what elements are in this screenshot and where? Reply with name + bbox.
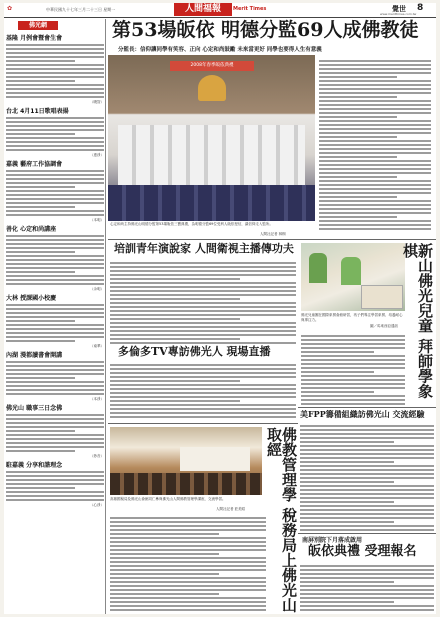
brief-item [6, 161, 104, 223]
article2-headline: 培訓青年演說家 人間衛視主播傳功夫 [114, 242, 294, 255]
brief-item [6, 295, 104, 349]
article3-photo [301, 243, 405, 311]
column-tag: 佛光網 [18, 21, 58, 30]
section-name: 覺世 [392, 4, 406, 13]
flower-icon: ✿ [7, 5, 13, 12]
brief-item [6, 352, 104, 402]
chess-board [361, 285, 403, 309]
brief-byline: （本淨） [90, 397, 104, 401]
brief-item [6, 226, 104, 292]
brief-byline: （妙音） [90, 454, 104, 458]
article3-caption: 佛光兒童團在國際象棋會館研習，孩子們專注學習象棋、培養耐心與專注力。 [301, 313, 403, 322]
brief-byline: （本明） [90, 218, 104, 222]
brief-title: 大林 授課國小校慶 [6, 295, 57, 302]
article3-vertical-headline: 新山佛光兒童 拜師學象棋 [401, 243, 434, 399]
brief-byline: （惠淨） [90, 153, 104, 157]
main-photo-credit: 人間社記者 林桐 [260, 232, 286, 236]
article6-vertical-headline: 佛教管理學 稅務局上佛光山取經 [265, 427, 298, 613]
article3-body [301, 333, 405, 405]
brief-item [6, 405, 104, 459]
brief-byline: （南華） [90, 344, 104, 348]
brief-title: 佛光山 職事三日念佛 [6, 405, 63, 412]
main-photo-caption: 心定和尚主持佛光山明德分監第53場皈依三寶典禮，為明德分監69位受刑人皈依授信，讓信仰走入監所。 [110, 222, 273, 226]
photo-people [118, 125, 305, 185]
article7-body [300, 563, 434, 613]
brief-item [6, 35, 104, 105]
article7-headline: 皈依典禮 受理報名 [308, 544, 417, 559]
photo-banner: 2008年春季皈依典禮 [170, 61, 254, 71]
brief-title: 內湖 漫都讀書會開講 [6, 352, 63, 359]
page-number: 8 [417, 3, 424, 13]
brief-byline: （心淨） [90, 503, 104, 507]
brief-body [6, 414, 104, 452]
brief-byline: （曉智） [90, 100, 104, 104]
newspaper-page [4, 3, 436, 614]
masthead [4, 3, 436, 16]
main-article-body [319, 58, 431, 233]
brief-byline: （余明） [90, 287, 104, 291]
brief-body [6, 361, 104, 395]
brief-body [6, 304, 104, 342]
brief-title: 嘉義 藝府工作協調會 [6, 161, 63, 168]
child-figure [341, 257, 361, 285]
article4-body [110, 362, 296, 420]
article6-credit: 人間社記者 莊美昭 [216, 507, 246, 511]
brief-item [6, 108, 104, 158]
brief-title: 台北 4月11日歌唱表揚 [6, 108, 69, 115]
brief-item [6, 462, 104, 508]
photo-people-lower [108, 185, 315, 221]
left-column [6, 19, 104, 614]
brief-title: 善化 心定和尚講座 [6, 226, 57, 233]
article7-kicker: 南屏別院下月落成啟用 [302, 537, 363, 544]
audience [110, 473, 262, 495]
main-headline: 第53場皈依 明德分監69人成佛教徒 [112, 19, 419, 41]
brief-title: 駐嘉義 分享和諧理念 [6, 462, 63, 469]
website-url: www.merittimes.com.tw [380, 12, 417, 16]
brief-body [6, 235, 104, 285]
main-subheadline: 分監長：信仰讓同學有笑容、正向 心定和尚鼓勵 未來當更好 同學也要得人生有意義 [118, 47, 322, 53]
article2-body [110, 260, 296, 344]
article3-credit: 圖／馬來西亞通訊 [370, 324, 398, 328]
newspaper-logo-en: Merit Times [233, 6, 267, 12]
issue-date: 中華民國九十七年三月二十三日 星期一 [46, 7, 116, 12]
article4-headline: 多倫多TV專訪佛光人 現場直播 [118, 345, 271, 358]
article6-caption: 高雄國稅局及佛光山會館同仁參與佛光山人間佛教管理學講座，交流學習。 [110, 497, 226, 501]
main-photo [108, 55, 315, 221]
article5-body [300, 423, 434, 531]
article6-body [110, 515, 266, 611]
article6-photo [110, 427, 262, 495]
child-figure [309, 253, 327, 283]
brief-body [6, 471, 104, 501]
brief-title: 基隆 月例會暨會生會 [6, 35, 63, 42]
brief-body [6, 170, 104, 216]
article5-headline: 美FPP籌備組織訪佛光山 交流經驗 [300, 409, 425, 419]
buddha-statue [198, 75, 226, 101]
brief-body [6, 117, 104, 151]
brief-body [6, 44, 104, 98]
projection-screen [180, 447, 250, 471]
newspaper-logo: 人間福報 [174, 3, 232, 16]
